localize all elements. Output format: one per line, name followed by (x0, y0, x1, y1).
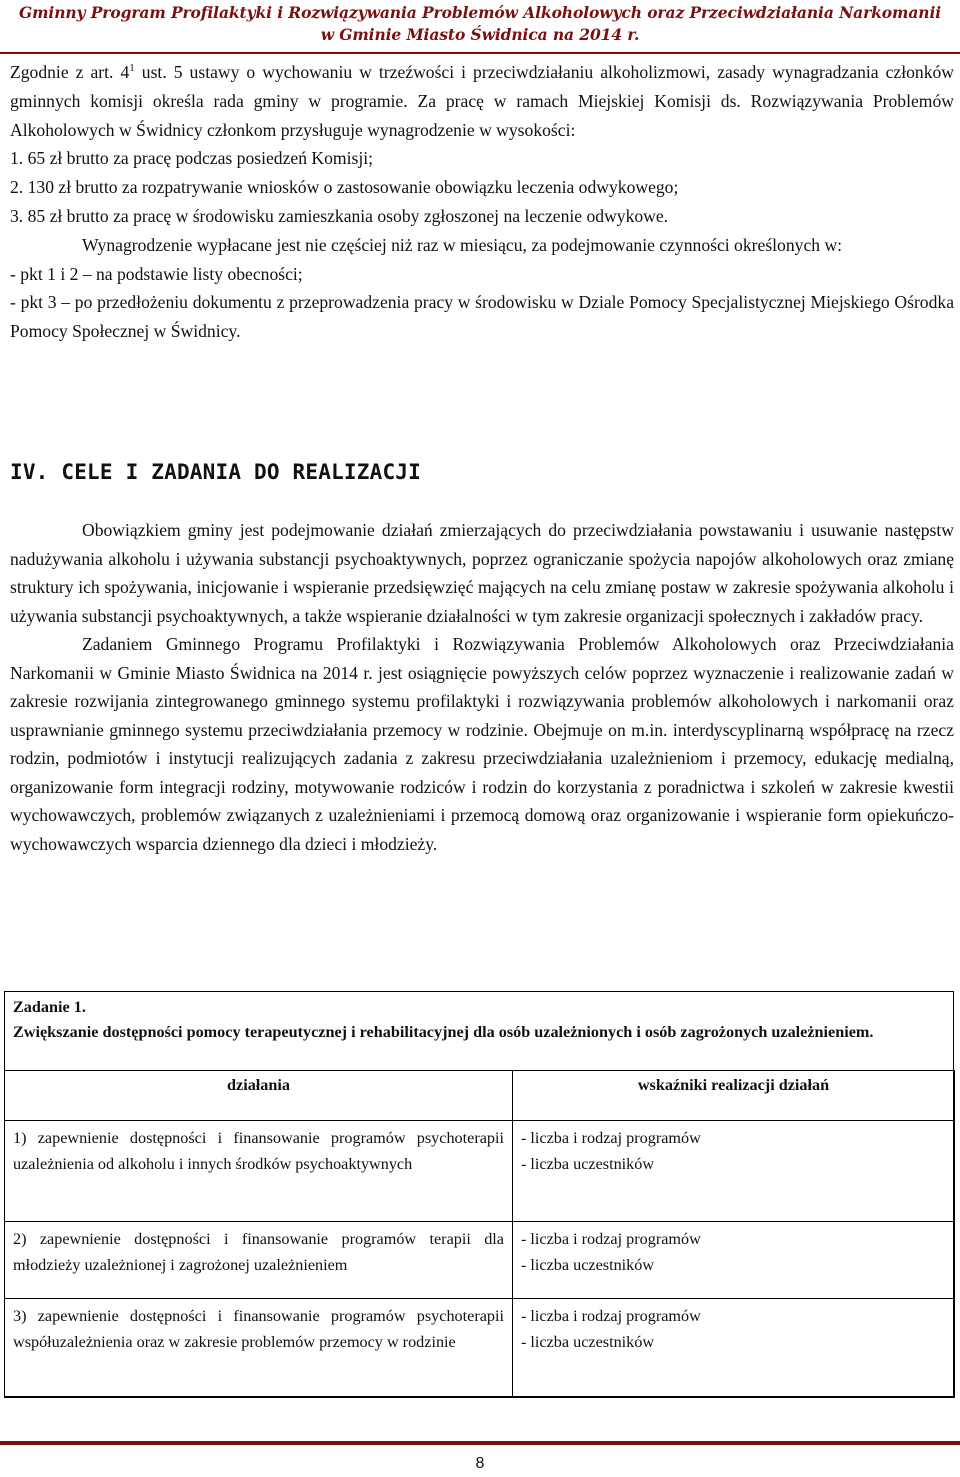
task-header (5, 992, 953, 1045)
indicator-cell (513, 1299, 955, 1398)
footer-divider (0, 1441, 960, 1445)
page-header (0, 2, 960, 50)
intro-paragraph (10, 58, 954, 144)
goals-paragraph: Obowiązkiem gminy jest podejmowanie działań zmierzających do przeciwdziałania powstawaniu i usuwanie następstw nadużywania alkoholu i używania substancji psychoaktywnych, poprzez ograniczanie spożycia napojów alkoholowych oraz zmianę struktury ich spożywania, inicjowanie i wspieranie przedsięwzięć mających na celu zmianę postaw w zakresie spożywania alkoholu i używania substancji psychoaktywnych, a także wspieranie działalności w tym zakresie organizacji społecznych i zakładów pracy. (10, 520, 954, 626)
table-row (5, 1222, 955, 1299)
task-table-box (4, 991, 954, 1397)
column-header-actions: działania (5, 1071, 513, 1121)
indicator-line: - liczba i rodzaj programów (521, 1307, 701, 1325)
list-item: 2. 130 zł brutto za rozpatrywanie wniosków o zastosowanie obowiązku leczenia odwykowego; (10, 177, 679, 198)
intro-text-b: ust. 5 ustawy o wychowaniu w trzeźwości i przeciwdziałaniu alkoholizmowi, zasady wynagradzania członków gminnych komisji określa rada gminy w programie. Za pracę w ramach Miejskiej Komisji ds. Rozwiązywania Problemów Alkoholowych w Świdnicy członkom przysługuje wynagrodzenie w wysokości: (10, 62, 954, 140)
intro-section (10, 58, 954, 346)
indicator-line: - liczba uczestników (521, 1333, 655, 1351)
section-heading: IV. CELE I ZADANIA DO REALIZACJI (10, 460, 421, 484)
dash-item: - pkt 1 i 2 – na podstawie listy obecności; (10, 263, 303, 284)
header-title-line2: w Gminie Miasto Świdnica na 2014 r. (320, 25, 640, 44)
goals-section (10, 516, 954, 858)
header-divider (0, 52, 960, 54)
intro-text-a: Zgodnie z art. 4 (10, 62, 130, 82)
header-title-line1: Gminny Program Profilaktyki i Rozwiązywania Problemów Alkoholowych oraz Przeciwdziałania Narkomanii (18, 3, 942, 22)
list-item: 1. 65 zł brutto za pracę podczas posiedzeń Komisji; (10, 148, 373, 169)
task-label: Zadanie 1. (13, 998, 86, 1016)
list-item: 3. 85 zł brutto za pracę w środowisku zamieszkania osoby zgłoszonej na leczenie odwykowe. (10, 205, 669, 226)
table-row (5, 1299, 955, 1398)
indicator-line: - liczba i rodzaj programów (521, 1230, 701, 1248)
indicator-line: - liczba uczestników (521, 1155, 655, 1173)
column-header-indicators: wskaźniki realizacji działań (513, 1071, 955, 1121)
dash-item: - pkt 3 – po przedłożeniu dokumentu z przeprowadzenia pracy w środowisku w Dziale Pomocy Specjalistycznej Miejskiego Ośrodka Pomocy Społecznej w Świdnicy. (10, 292, 954, 342)
indicator-cell (513, 1121, 955, 1222)
tasks-paragraph: Zadaniem Gminnego Programu Profilaktyki i Rozwiązywania Problemów Alkoholowych oraz Przeciwdziałania Narkomanii w Gminie Miasto Świdnica na 2014 r. jest osiągnięcie powyższych celów poprzez wyznaczenie i realizowanie zadań w zakresie rozwijania zintegrowanego gminnego systemu profilaktyki i rozwiązywania problemów alkoholowych i narkomanii oraz usprawnianie gminnego systemu przeciwdziałania przemocy w rodzinie. Obejmuje on m.in. interdyscyplinarną współpracę na rzecz rodzin, podmiotów i instytucji realizujących zadania z zakresu przeciwdziałania uzależnieniom i przemocy, edukację medialną, organizowanie form integracji rodziny, motywowanie rodziców i rodzin do korzystania z poradnictwa i szkoleń w zakresie kwestii wychowawczych, problemów związanych z uzależnieniami i przemocą domową oraz organizowanie i wspieranie form opiekuńczo-wychowawczych wsparcia dziennego dla dzieci i młodzieży. (10, 634, 954, 854)
indicator-cell (513, 1222, 955, 1299)
superscript: 1 (129, 62, 135, 75)
table-row (5, 1121, 955, 1222)
indicator-line: - liczba i rodzaj programów (521, 1129, 701, 1147)
action-cell: 2) zapewnienie dostępności i finansowanie programów terapii dla młodzieży uzależnionej i zagrożonej uzależnieniem (5, 1222, 513, 1299)
table-header-row (5, 1071, 955, 1121)
task-table (4, 1070, 955, 1398)
action-cell: 1) zapewnienie dostępności i finansowanie programów psychoterapii uzależnienia od alkoholu i innych środków psychoaktywnych (5, 1121, 513, 1222)
task-title: Zwiększanie dostępności pomocy terapeutycznej i rehabilitacyjnej dla osób uzależnionych i osób zagrożonych uzależnieniem. (13, 1023, 874, 1041)
action-cell: 3) zapewnienie dostępności i finansowanie programów psychoterapii współuzależnienia oraz w zakresie problemów przemocy w rodzinie (5, 1299, 513, 1398)
indicator-line: - liczba uczestników (521, 1256, 655, 1274)
payment-paragraph: Wynagrodzenie wypłacane jest nie częściej niż raz w miesiącu, za podejmowanie czynności określonych w: (82, 234, 843, 255)
page-number: 8 (475, 1455, 485, 1472)
